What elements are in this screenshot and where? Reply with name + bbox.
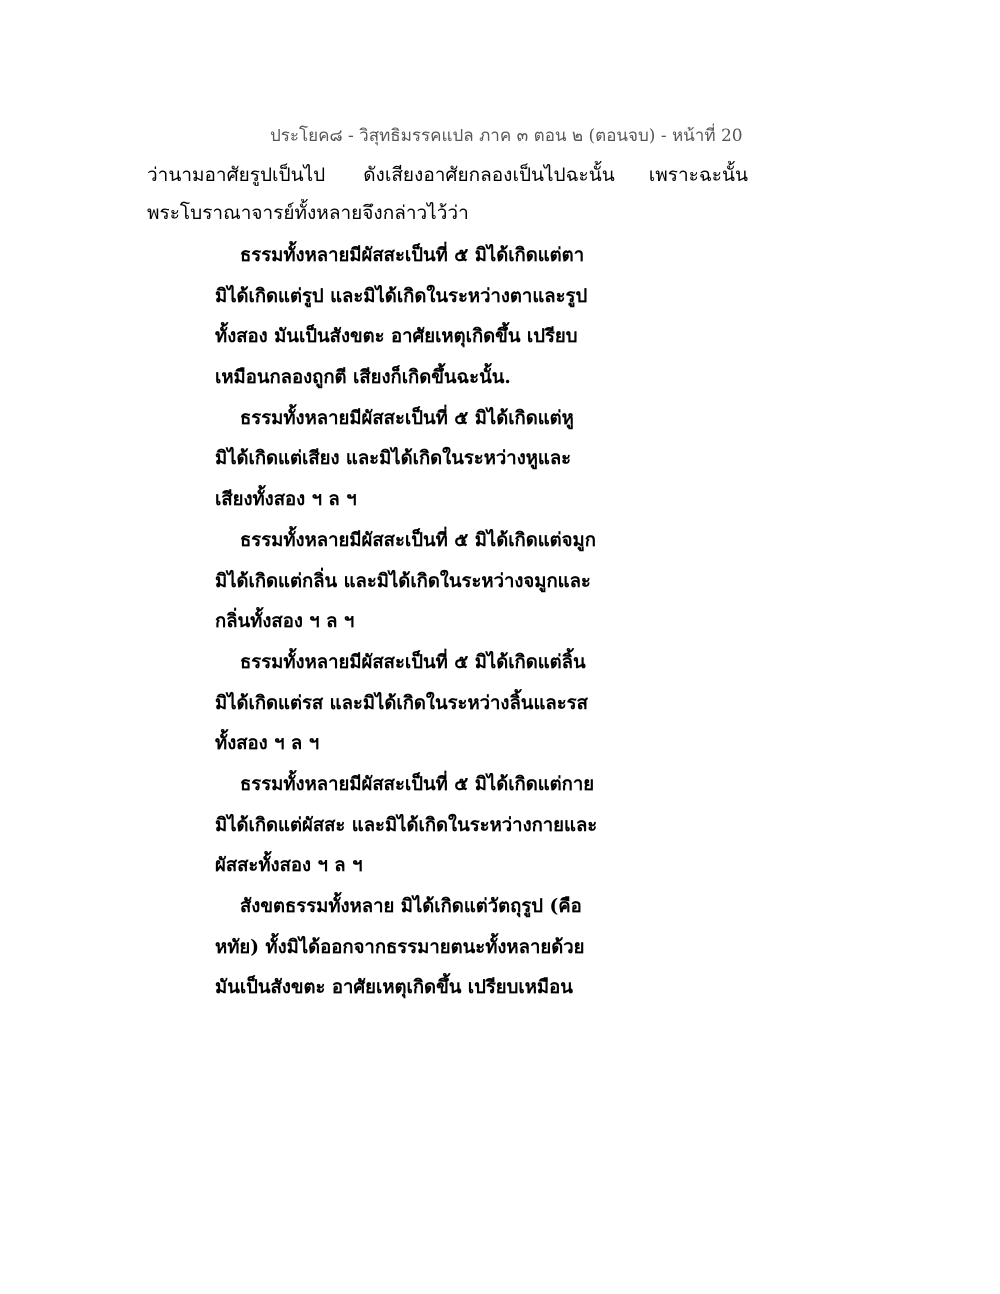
intro-line-1-part-1: ว่านามอาศัยรูปเป็นไป — [147, 164, 326, 186]
verse-line: มิได้เกิดแต่รส และมิได้เกิดในระหว่างลิ้นและรส — [215, 692, 588, 714]
verse-line: ธรรมทั้งหลายมีผัสสะเป็นที่ ๕ มิได้เกิดแต่หู — [240, 407, 574, 429]
verse-line: ทั้งสอง ฯ ล ฯ — [215, 733, 320, 755]
verse-line: สังขตธรรมทั้งหลาย มิได้เกิดแต่วัตถุรูป (คือ — [240, 896, 582, 917]
verse-line: เสียงทั้งสอง ฯ ล ฯ — [215, 489, 357, 511]
verse-line: ทั้งสอง มันเป็นสังขตะ อาศัยเหตุเกิดขึ้น เปรียบ — [215, 326, 578, 348]
verse-block — [215, 240, 635, 1013]
verse-line: ธรรมทั้งหลายมีผัสสะเป็นที่ ๕ มิได้เกิดแต่กาย — [240, 773, 595, 795]
intro-line-1-part-3: เพราะฉะนั้น — [648, 164, 748, 186]
verse-line: ธรรมทั้งหลายมีผัสสะเป็นที่ ๕ มิได้เกิดแต่ตา — [240, 245, 585, 266]
page-header: ประโยค๘ - วิสุทธิมรรคแปล ภาค ๓ ตอน ๒ (ตอนจบ) - หน้าที่ 20 — [270, 126, 743, 146]
verse-line: เหมือนกลองถูกตี เสียงก็เกิดขึ้นฉะนั้น. — [215, 367, 511, 389]
intro-line-1 — [147, 160, 747, 198]
verse-line: มิได้เกิดแต่กลิ่น และมิได้เกิดในระหว่างจมูกและ — [215, 570, 591, 592]
verse-line: ธรรมทั้งหลายมีผัสสะเป็นที่ ๕ มิได้เกิดแต่ลิ้น — [240, 651, 586, 673]
intro-paragraph — [147, 160, 747, 236]
verse-line: มิได้เกิดแต่รูป และมิได้เกิดในระหว่างตาและรูป — [215, 285, 588, 307]
verse-line: ผัสสะทั้งสอง ฯ ล ฯ — [215, 855, 363, 877]
intro-line-1-part-2: ดังเสียงอาศัยกลองเป็นไปฉะนั้น — [363, 164, 615, 186]
verse-line: ธรรมทั้งหลายมีผัสสะเป็นที่ ๕ มิได้เกิดแต่จมูก — [240, 529, 596, 551]
verse-line: กลิ่นทั้งสอง ฯ ล ฯ — [215, 611, 355, 633]
verse-line: มันเป็นสังขตะ อาศัยเหตุเกิดขึ้น เปรียบเหมือน — [215, 977, 573, 999]
verse-line: มิได้เกิดแต่ผัสสะ และมิได้เกิดในระหว่างกายและ — [215, 814, 598, 836]
verse-line: มิได้เกิดแต่เสียง และมิได้เกิดในระหว่างหูและ — [215, 448, 572, 470]
intro-line-2: พระโบราณาจารย์ทั้งหลายจึงกล่าวไว้ว่า — [147, 202, 469, 224]
verse-line: หทัย) ทั้งมิได้ออกจากธรรมายตนะทั้งหลายด้วย — [215, 936, 585, 958]
